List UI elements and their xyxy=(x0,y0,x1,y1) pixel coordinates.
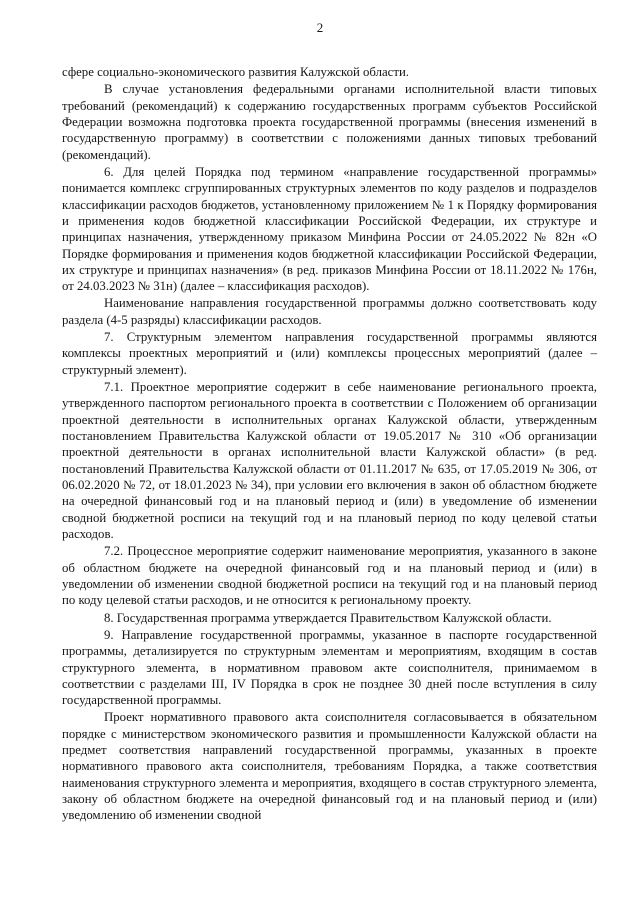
document-body xyxy=(62,64,597,825)
paragraph-8-approval: 8. Государственная программа утверждается Правительством Калужской области. xyxy=(104,610,552,625)
paragraph-continuation: сфере социально-экономического развития Калужской области. xyxy=(62,65,410,79)
paragraph-7-1-project-measure: 7.1. Проектное мероприятие содержит в себе наименование регионального проекта, утвержденного паспортом регионального проекта в соответствии с Положением об организации проектной деятельности в исполнительных органах Калужской области, утвержденным постановлением Правительства Калужской области от 19.05.2017 № 310 «Об организации проектной деятельности в органах исполнительной власти Калужской области» (в ред. постановлений Правительства Калужской области от 01.11.2017 № 635, от 17.05.2019 № 306, от 06.02.2020 № 72, от 18.01.2023 № 34), при условии его включения в закон об областном бюджете на очередной финансовый год и на плановый период и (или) в уведомление об изменении сводной бюджетной росписи на текущий год и на плановый период по коду целевой статьи расходов. xyxy=(62,379,597,542)
paragraph-typical-requirements: В случае установления федеральными органами исполнительной власти типовых требований (рекомендаций) к содержанию государственных программ субъектов Российской Федерации возможна подготовка проекта государственной программы (внесения изменений в государственную программу) в соответствии с положениями данных типовых требований (рекомендаций). xyxy=(62,82,597,162)
paragraph-direction-naming: Наименование направления государственной программы должно соответствовать коду раздела (4-5 разряды) классификации расходов. xyxy=(62,296,597,327)
paragraph-9-detailing: 9. Направление государственной программы, указанное в паспорте государственной программы, детализируется по структурным элементам и мероприятиям, входящим в состав структурного элемента, в нормативном правовом акте соисполнителя, принимаемом в соответствии с разделами III, IV Порядка в срок не позднее 30 дней после вступления в силу государственной программы. xyxy=(62,627,597,708)
paragraph-7-structural-element: 7. Структурным элементом направления государственной программы являются комплексы проектных мероприятий и (или) комплексы процессных мероприятий (далее – структурный элемент). xyxy=(62,330,597,377)
paragraph-6-program-direction: 6. Для целей Порядка под термином «направление государственной программы» понимается комплекс сгруппированных структурных элементов по коду разделов и подразделов классификации расходов бюджетов, установленному приложением № 1 к Порядку формирования и применения кодов бюджетной классификации Российской Федерации, их структуре и принципах назначения, утвержденному приказом Минфина России от 24.05.2022 № 82н «О Порядке формирования и применения кодов бюджетной классификации Российской Федерации, их структуре и принципах назначения» (в ред. приказов Минфина России от 18.11.2022 № 176н, от 24.03.2023 № 31н) (далее – классификация расходов). xyxy=(62,164,597,294)
page-number: 2 xyxy=(316,20,324,35)
paragraph-draft-act-approval: Проект нормативного правового акта соисполнителя согласовывается в обязательном порядке с министерством экономического развития и промышленности Калужской области на предмет соответствия направлений государственной программы, указанных в проекте нормативного правового акта соисполнителя, требованиям Порядка, а также соответствия наименования структурного элемента и мероприятия, входящего в состав структурного элемента, закону об областном бюджете на очередной финансовый год и на плановый период и (или) уведомлению об изменении сводной xyxy=(62,710,597,823)
paragraph-7-2-process-measure: 7.2. Процессное мероприятие содержит наименование мероприятия, указанного в законе об областном бюджете на очередной финансовый год и на плановый период и (или) в уведомлении об изменении сводной бюджетной росписи на текущий год и на плановый период по коду целевой статьи расходов, и не относится к региональному проекту. xyxy=(62,544,597,608)
